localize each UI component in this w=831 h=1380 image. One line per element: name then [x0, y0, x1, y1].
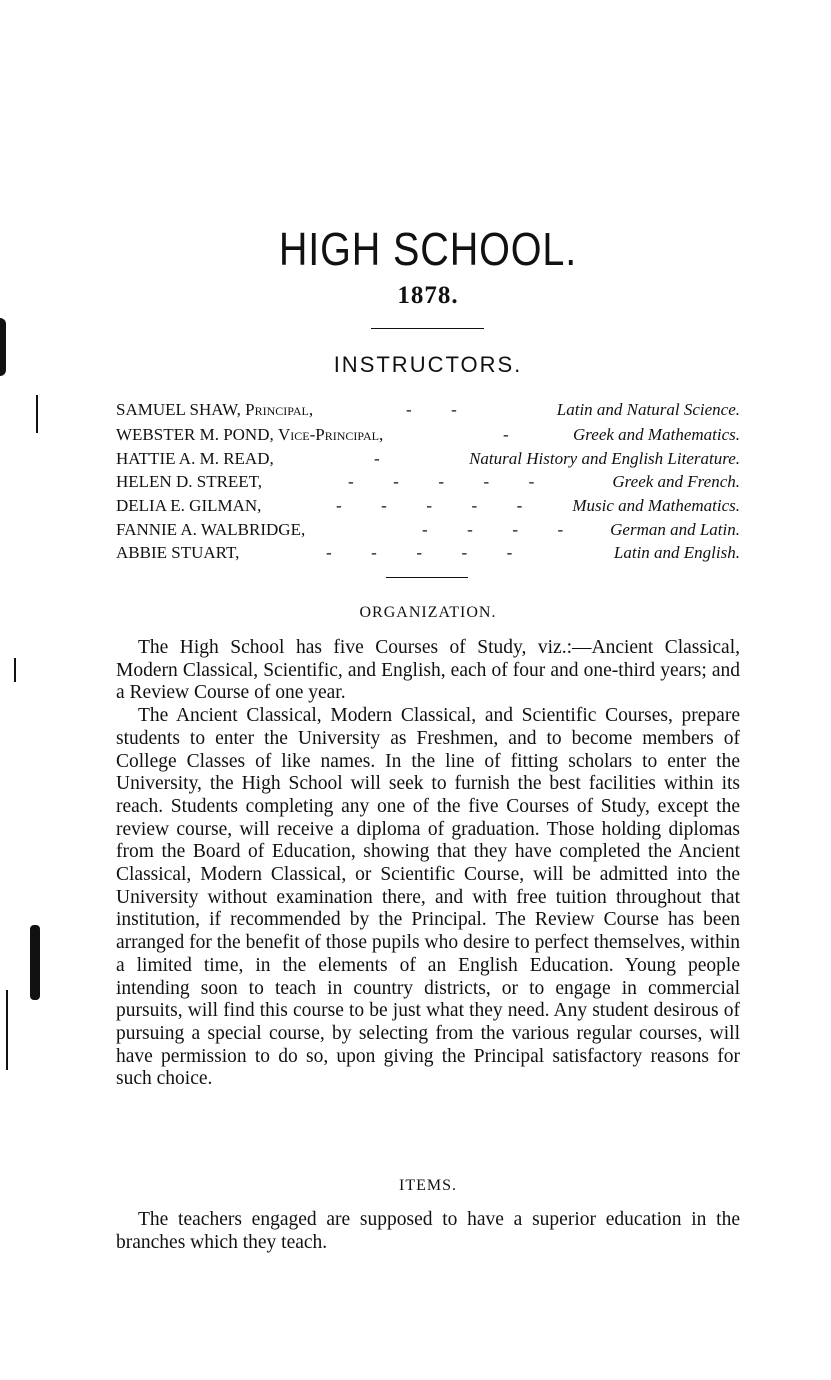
- instructor-name: HATTIE A. M. READ,: [116, 449, 274, 468]
- instructor-subject: Music and Mathematics.: [572, 496, 740, 515]
- divider-rule-middle: [386, 577, 468, 578]
- organization-text: [116, 637, 740, 1091]
- instructor-row: [116, 543, 740, 567]
- instructor-name: WEBSTER M. POND, Vice-Principal,: [116, 425, 384, 444]
- instructor-name: HELEN D. STREET,: [116, 472, 263, 491]
- instructor-name: FANNIE A. WALBRIDGE,: [116, 520, 306, 539]
- items-paragraph-1: The teachers engaged are supposed to have a superior education in the branches which they teach.: [116, 1209, 740, 1253]
- scan-mark-4: [30, 925, 40, 1000]
- leader-dashes: - - - - -: [348, 472, 537, 491]
- instructor-subject: Natural History and English Literature.: [469, 449, 740, 468]
- leader-dashes: - -: [406, 400, 459, 419]
- instructor-role: Principal,: [245, 400, 314, 419]
- page-title: HIGH SCHOOL.: [278, 223, 578, 275]
- leader-dashes: - - - - -: [336, 496, 525, 515]
- items-text: [116, 1209, 740, 1254]
- instructors-heading: INSTRUCTORS.: [333, 352, 523, 377]
- items-heading: ITEMS.: [399, 1177, 457, 1194]
- scan-mark-2: [36, 395, 38, 433]
- instructor-row: [116, 449, 740, 473]
- leader-dashes: - - - - -: [326, 543, 515, 562]
- instructor-subject: German and Latin.: [610, 520, 740, 539]
- leader-dashes: -: [503, 425, 511, 444]
- instructor-subject: Latin and Natural Science.: [556, 400, 740, 419]
- leader-dashes: -: [374, 449, 382, 468]
- organization-paragraph-2: The Ancient Classical, Modern Classical, and Scientific Courses, prepare students to enter the University as Freshmen, and to become members of College Classes of like names. In the line of fitting scholars to enter the University, the High School will seek to furnish the best facilities within its reach. Students completing any one of the five Courses of Study, except the review course, will receive a diploma of graduation. Those holding diplomas from the Board of Education, showing that they have completed the Ancient Classical, Modern Classical, or Scientific Course, will be admitted into the University without examination there, and with free tuition throughout that institution, if recommended by the Principal. The Review Course has been arranged for the benefit of those pupils who desire to perfect themselves, within a limited time, in the elements of an English Education. Young people intending soon to teach in country districts, or to engage in commercial pursuits, will find this course to be just what they need. Any student desirous of pursuing a special course, by selecting from the various regular courses, will have permission to do so, upon giving the Principal satisfactory reasons for such choice.: [116, 705, 740, 1090]
- instructor-row: [116, 400, 740, 424]
- instructor-subject: Latin and English.: [613, 543, 740, 562]
- instructor-role: Vice-Principal,: [277, 425, 384, 444]
- scan-mark-5: [6, 990, 8, 1070]
- instructor-subject: Greek and French.: [612, 472, 740, 491]
- organization-heading: ORGANIZATION.: [359, 604, 497, 621]
- instructor-name: DELIA E. GILMAN,: [116, 496, 262, 515]
- organization-paragraph-1: The High School has five Courses of Study, viz.:—Ancient Classical, Modern Classical, Scientific, and English, each of four and one-third years; and a Review Course of one year.: [116, 637, 740, 704]
- instructor-row: [116, 520, 740, 544]
- instructor-subject: Greek and Mathematics.: [573, 425, 740, 444]
- instructor-name: SAMUEL SHAW, Principal,: [116, 400, 314, 419]
- divider-rule-top: [371, 328, 484, 329]
- year-heading: 1878.: [397, 282, 459, 309]
- instructor-row: [116, 425, 740, 449]
- instructor-row: [116, 472, 740, 496]
- leader-dashes: - - - -: [422, 520, 566, 539]
- instructor-name: ABBIE STUART,: [116, 543, 240, 562]
- instructor-row: [116, 496, 740, 520]
- scan-mark-3: [14, 658, 16, 682]
